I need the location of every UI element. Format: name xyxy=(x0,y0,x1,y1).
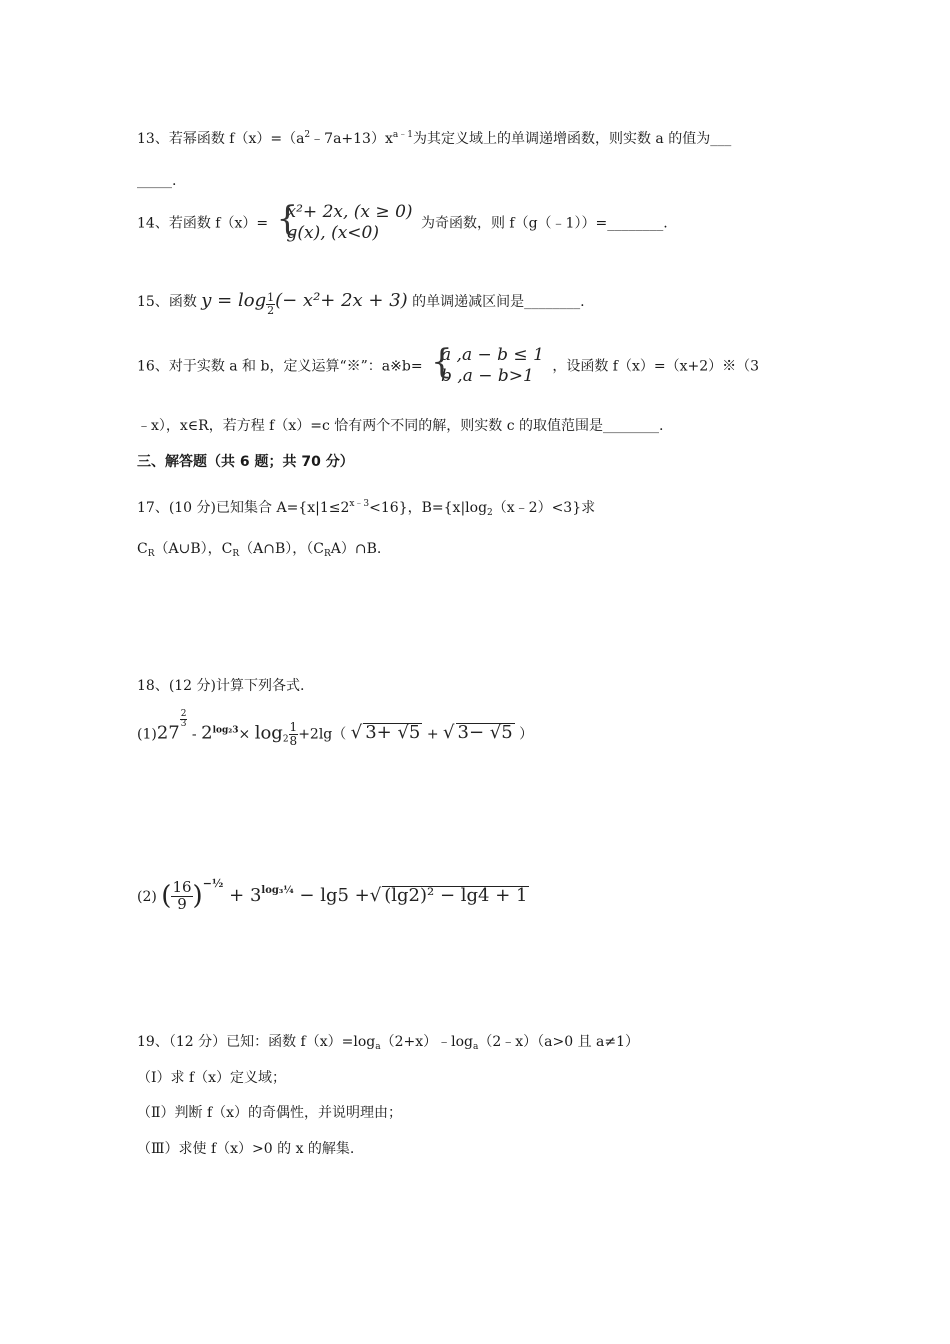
q14-case-2: g(x), (x<0) xyxy=(286,223,379,244)
q18-p2-exp2: log₃¼ xyxy=(261,885,294,896)
q18-p1-logbase: 2 xyxy=(282,734,289,745)
q16-brace: { xyxy=(431,342,453,382)
q18-p1-exp-num: 2 xyxy=(180,709,187,719)
q15-formula xyxy=(201,290,408,317)
q14-piecewise-formula xyxy=(276,199,413,245)
q19-sub-a2: a xyxy=(473,1042,479,1052)
q17-text-1: 17、(10 分)已知集合 A={x|1≤2 xyxy=(137,500,350,516)
question-16 xyxy=(137,342,760,388)
q18-p1-log: log xyxy=(254,722,283,744)
q18-p1-end: ） xyxy=(519,726,534,743)
q17-text-3: （x﹣2）<3}求 xyxy=(492,500,596,516)
question-18-title: 18、(12 分)计算下列各式. xyxy=(137,678,305,694)
q19-text-2: （2+x）﹣log xyxy=(380,1034,473,1050)
q18-p1-minus: - xyxy=(187,726,202,743)
q17-c1: C xyxy=(137,541,148,557)
question-15 xyxy=(137,292,585,317)
q13-sup-exp: a﹣1 xyxy=(392,130,413,140)
q15-prefix: 15、函数 xyxy=(137,294,197,310)
q18-p2-mid: + 3 xyxy=(229,885,262,906)
q17-text-b: （A∪B），C xyxy=(154,541,233,557)
q18-p1-exp2: log₂3 xyxy=(212,725,239,736)
q15-log-base xyxy=(266,292,275,316)
question-19-part-iii: （Ⅲ）求使 f（x）>0 的 x 的解集. xyxy=(137,1141,355,1157)
q16-suffix: ，设函数 f（x）=（x+2）※（3 xyxy=(552,358,760,375)
q18-p1-base: 27 xyxy=(156,722,180,744)
q18-p2-rest: − lg5 + xyxy=(299,885,370,906)
q18-p2-fraction xyxy=(171,877,192,913)
q17-sub-r3: R xyxy=(323,549,331,559)
q18-p2-formula: ( $\frac{16}{9}$ )$^{-\frac{1}{2}} + 3^{log_3\frac{1}{4}} - \lg 5$ +√ (lg2)² − lg4 + 1 xyxy=(161,877,528,913)
q18-p1-label: (1) xyxy=(137,726,157,743)
q15-base-num: 1 xyxy=(267,291,275,305)
question-18-part-1: (1)27 $\frac{2}{3}$ - $2^{log_23}\times \log_2$ $\frac{1}{8}$ +2lg（ √ 3+ √5 + √ 3− √5 ） xyxy=(137,709,534,748)
q19-sub-a1: a xyxy=(375,1042,381,1052)
q18-p1-two: 2 xyxy=(201,722,213,744)
q14-case-1: x²+ 2x, (x ≥ 0) xyxy=(286,202,413,222)
q14-suffix: 为奇函数，则 f（g（﹣1））=________. xyxy=(420,215,668,232)
question-13-continued: _____. xyxy=(137,173,177,189)
q18-p2-sqrt: (lg2)² − lg4 + 1 xyxy=(384,885,528,906)
question-19-part-i: （Ⅰ）求 f（x）定义域； xyxy=(137,1070,287,1086)
q18-p1-fraction xyxy=(289,721,299,747)
q17-sub-2: 2 xyxy=(487,508,493,518)
question-13 xyxy=(137,131,731,146)
question-19 xyxy=(137,1035,639,1052)
q17-sup-exp: x﹣3 xyxy=(349,499,370,509)
q18-p1-sqrt-2: 3− √5 xyxy=(457,722,513,744)
q16-piecewise-formula xyxy=(431,342,544,388)
q19-text-1: 19、（12 分）已知：函数 f（x）=log xyxy=(137,1034,376,1050)
q18-p1-mid: + xyxy=(422,726,444,743)
q13-text-2: ﹣7a+13）x xyxy=(310,131,393,147)
q18-p2-den: 9 xyxy=(177,894,187,913)
question-16-continued: ﹣x），x∈R，若方程 f（x）=c 恰有两个不同的解，则实数 c 的取值范围是________. xyxy=(137,418,664,434)
q18-p2-num: 16 xyxy=(172,877,192,896)
q13-sup-2: 2 xyxy=(304,130,311,140)
q15-arg: (− x²+ 2x + 3) xyxy=(275,290,408,311)
q18-p1-frac-den: 8 xyxy=(289,733,298,748)
q15-base-den: 2 xyxy=(267,304,275,317)
q16-case-1: a ,a − b ≤ 1 xyxy=(441,345,544,365)
q18-p1-plus: +2lg（ xyxy=(298,726,347,743)
q15-suffix: 的单调递减区间是________. xyxy=(412,294,585,310)
q18-p1-times: × xyxy=(238,726,251,743)
q14-brace: { xyxy=(276,199,299,239)
section-heading: 三、解答题（共 6 题；共 70 分） xyxy=(137,454,354,470)
q14-prefix: 14、若函数 f（x）= xyxy=(137,215,269,232)
question-18-part-2 xyxy=(137,878,529,912)
q18-p1-sqrt-1: 3+ √5 xyxy=(365,722,421,744)
q17-sub-r1: R xyxy=(147,549,155,559)
q19-text-3: （2﹣x）（a>0 且 a≠1） xyxy=(478,1034,640,1050)
question-19-part-ii: （Ⅱ）判断 f（x）的奇偶性，并说明理由； xyxy=(137,1105,403,1121)
q17-sub-r2: R xyxy=(232,549,240,559)
q15-log: y = log xyxy=(201,290,267,311)
q17-text-2: <16}，B={x|log xyxy=(369,500,488,516)
q18-p1-frac-num: 1 xyxy=(289,720,298,735)
q16-case-2: b ,a − b>1 xyxy=(441,366,534,387)
q13-text-3: 为其定义域上的单调递增函数，则实数 a 的值为___ xyxy=(412,131,732,147)
q16-prefix: 16、对于实数 a 和 b，定义运算“※”：a※b= xyxy=(137,358,423,375)
question-14 xyxy=(137,199,668,245)
q17-text-d: A）∩B. xyxy=(330,541,382,557)
q18-p2-label: (2) xyxy=(137,889,157,905)
question-17 xyxy=(137,500,595,518)
q18-p2-exp: −½ xyxy=(202,877,224,890)
q18-p1-exp-den: 3 xyxy=(180,719,187,730)
q13-text-1: 13、若幂函数 f（x）=（a xyxy=(137,131,305,147)
q17-text-c: （A∩B），（C xyxy=(239,541,324,557)
question-17-line-2 xyxy=(137,542,381,559)
